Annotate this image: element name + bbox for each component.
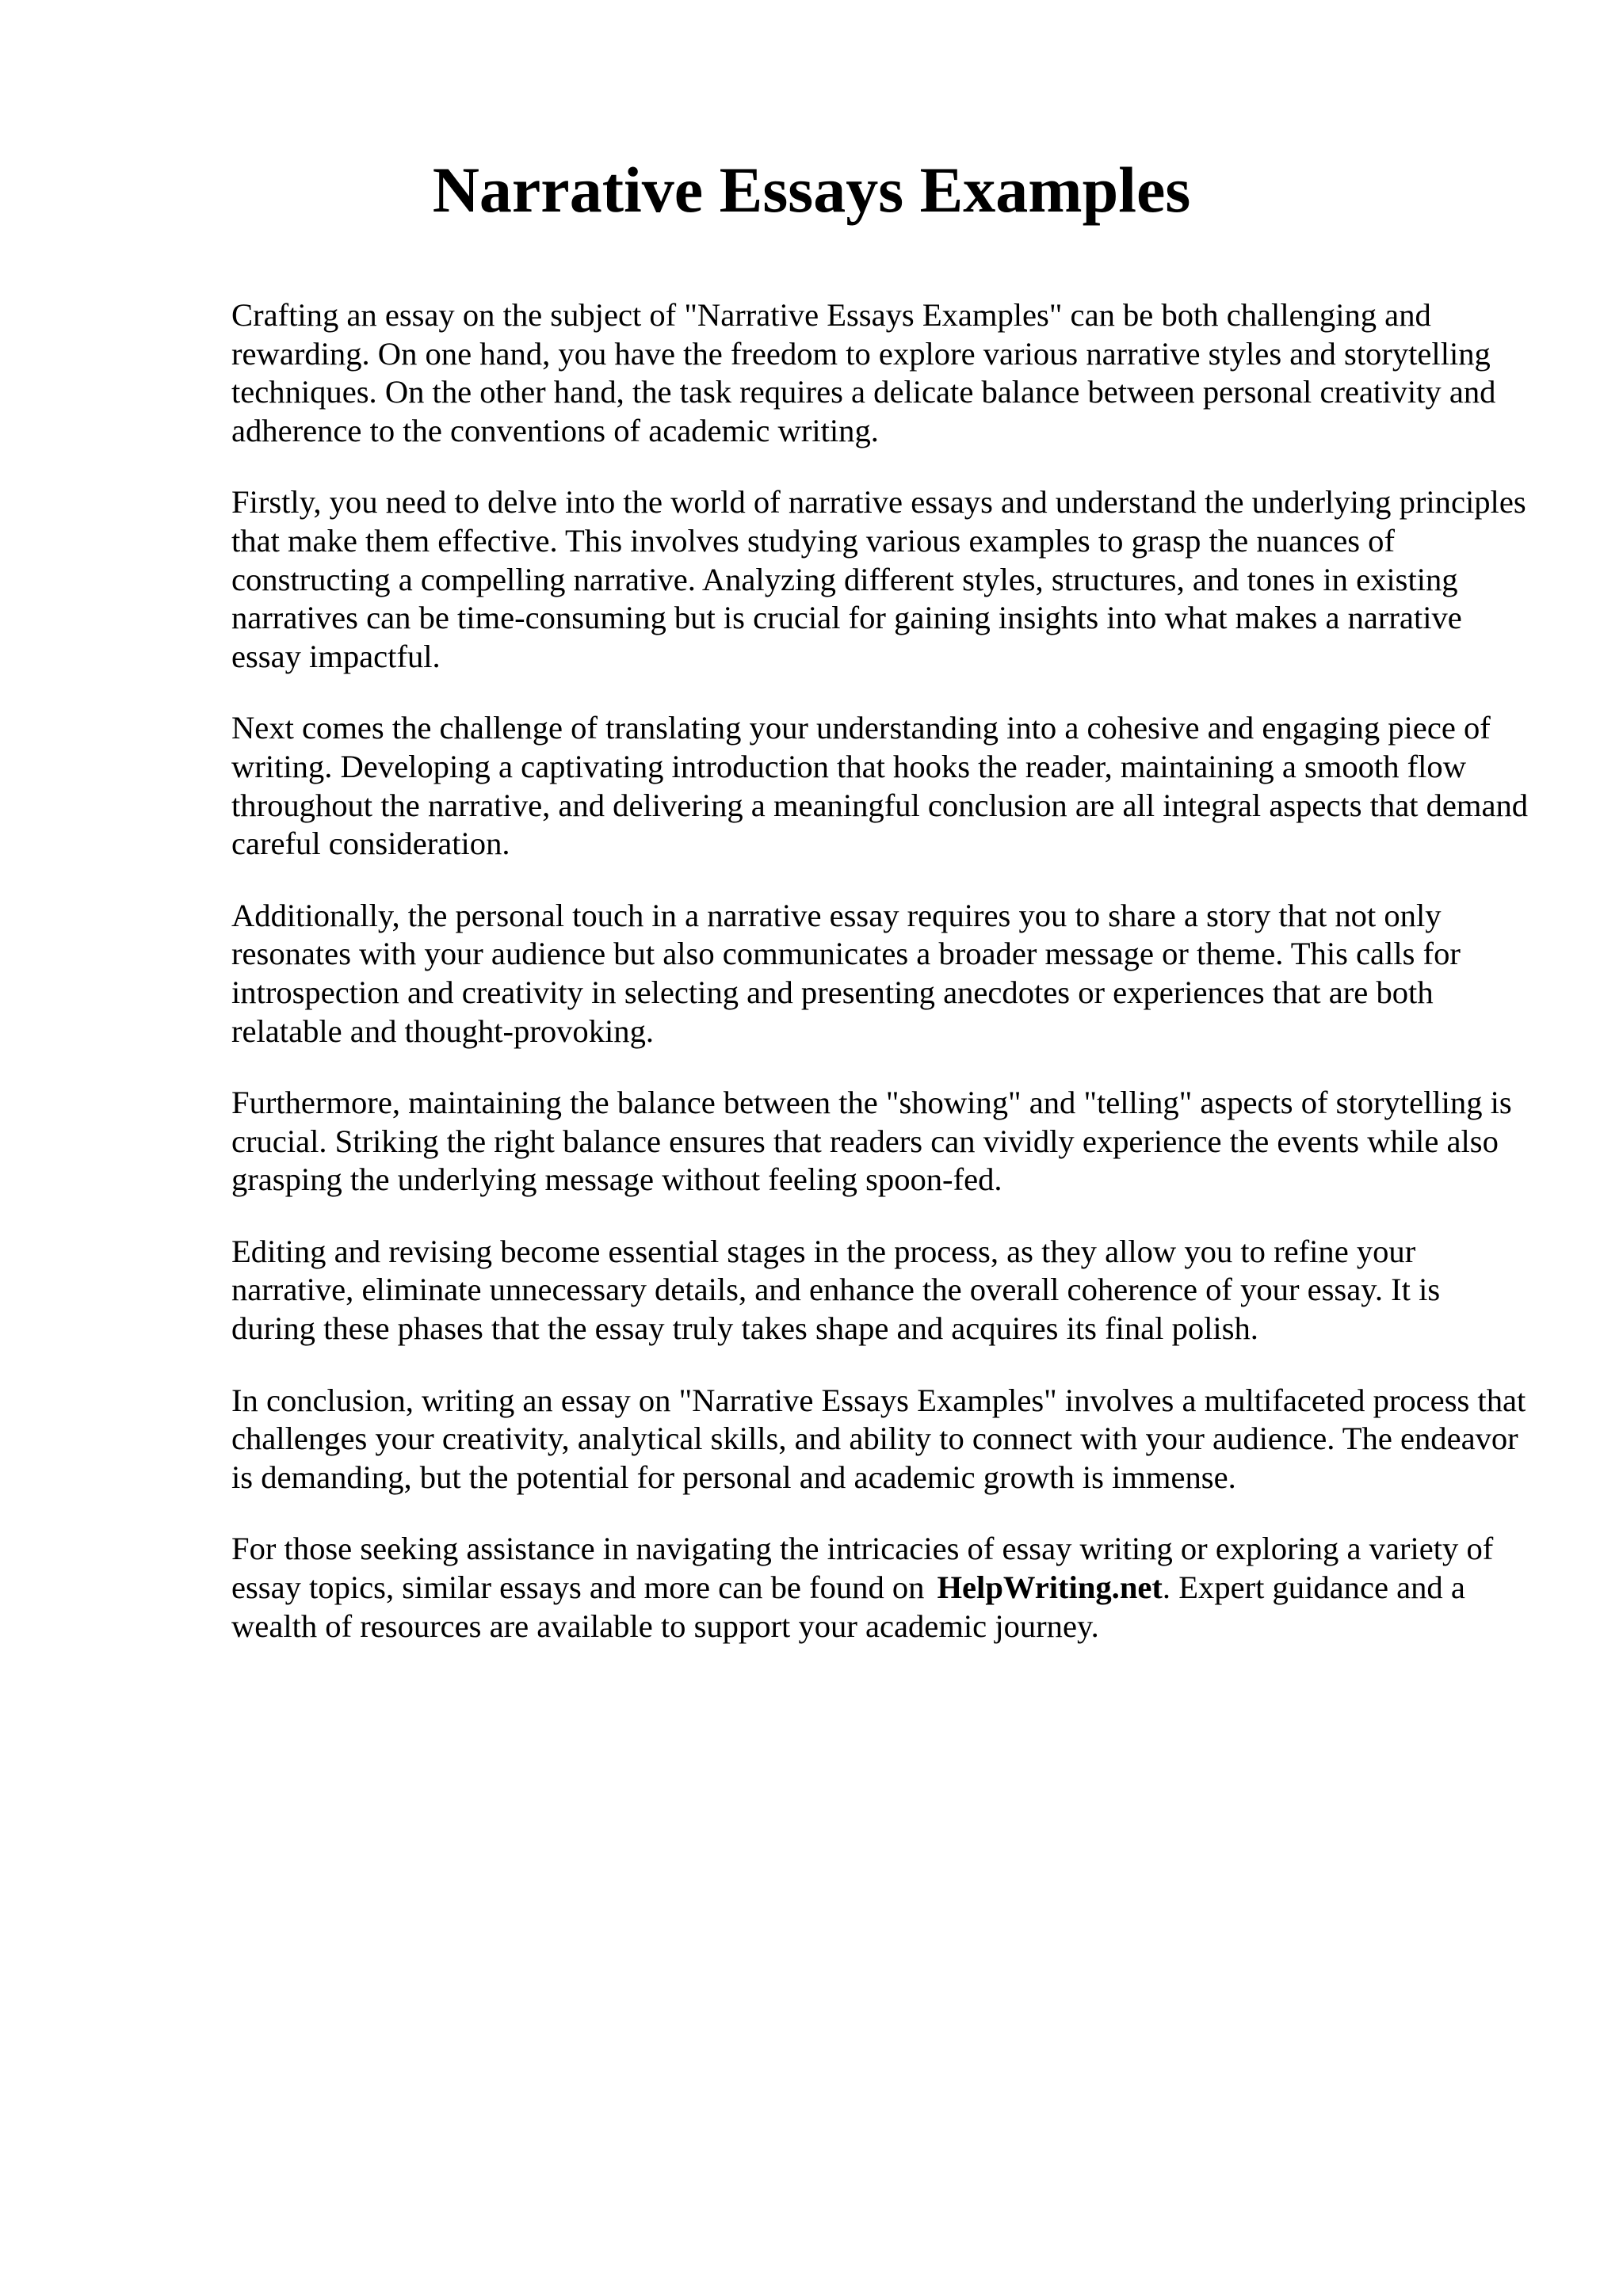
document-title: Narrative Essays Examples	[432, 154, 1191, 226]
paragraph-intro: Crafting an essay on the subject of "Narrative Essays Examples" can be both challenging and rewarding. On one hand, you have the freedom to explore various narrative styles and storytelling techniques. On the other hand, the task requires a delicate balance between personal creativity and adherence to the conventions of academic writing.	[231, 297, 1496, 448]
paragraph-firstly: Firstly, you need to delve into the world of narrative essays and understand the underlying principles that make them effective. This involves studying various examples to grasp the nuances of constructing a compelling narrative. Analyzing different styles, structures, and tones in existing narratives can be time-consuming but is crucial for gaining insights into what makes a narrative essay impactful.	[231, 484, 1526, 674]
paragraph-next: Next comes the challenge of translating your understanding into a cohesive and engaging piece of writing. Developing a captivating introduction that hooks the reader, maintaining a smooth flow throughout the narrative, and delivering a meaningful conclusion are all integral aspects that demand careful consideration.	[231, 710, 1529, 862]
paragraph-editing: Editing and revising become essential stages in the process, as they allow you to refine your narrative, eliminate unnecessary details, and enhance the overall coherence of your essay. It is during these phases that the essay truly takes shape and acquires its final polish.	[231, 1233, 1441, 1347]
paragraph-closing	[231, 1530, 1531, 1646]
closing-text-before: For those seeking assistance in navigating the intricacies of essay writing or exploring a variety of essay topics, similar essays and more can be found on	[231, 1531, 1494, 1606]
paragraph-conclusion: In conclusion, writing an essay on "Narrative Essays Examples" involves a multifaceted process that challenges your creativity, analytical skills, and ability to connect with your audience. The endeavor is demanding, but the potential for personal and academic growth is immense.	[231, 1382, 1526, 1495]
helpwriting-link[interactable]: HelpWriting.net	[937, 1569, 1163, 1606]
document-body	[231, 296, 1531, 1679]
paragraph-additionally: Additionally, the personal touch in a narrative essay requires you to share a story that not only resonates with your audience but also communicates a broader message or theme. This calls for introspection and creativity in selecting and presenting anecdotes or experiences that are both relatable and thought-provoking.	[231, 897, 1461, 1049]
paragraph-furthermore: Furthermore, maintaining the balance between the "showing" and "telling" aspects of storytelling is crucial. Striking the right balance ensures that readers can vividly experience the events while also grasping the underlying message without feeling spoon-fed.	[231, 1085, 1512, 1198]
closing-text-after: . Expert guidance and a wealth of resources are available to support your academic journey.	[231, 1569, 1465, 1644]
